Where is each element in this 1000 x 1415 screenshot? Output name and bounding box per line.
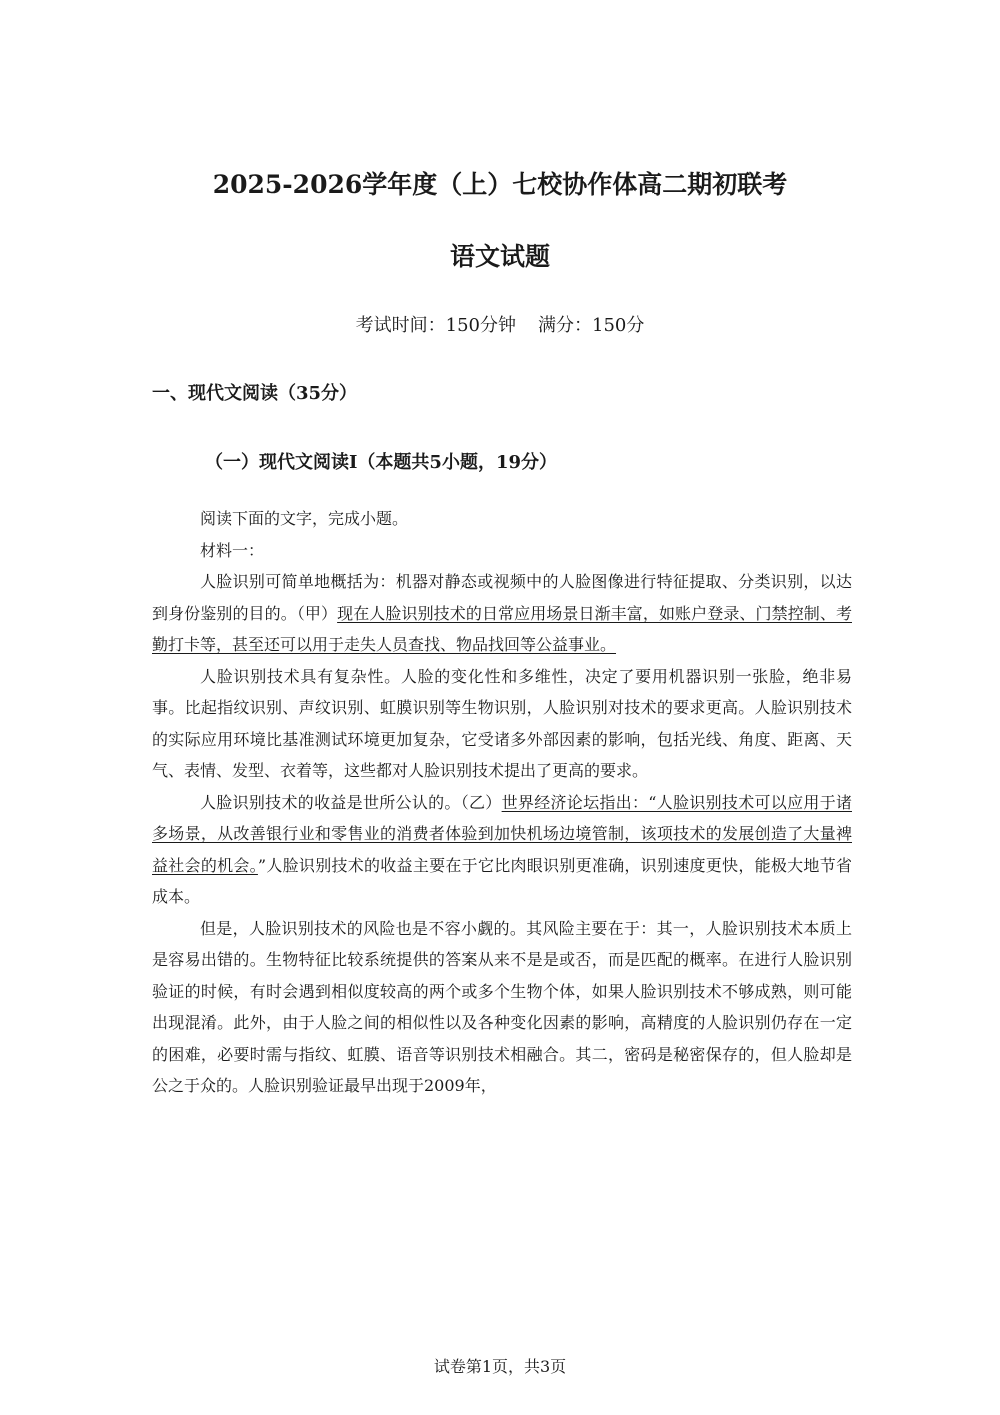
- full-score: 满分：150分: [538, 315, 645, 336]
- underlined-sentence-a: 现在人脸识别技术的日常应用场景日渐丰富，如账户登录、门禁控制、考勤打卡等，甚至还可以用于走失人员查找、物品找回等公益事业。: [152, 603, 852, 654]
- paragraph-3-intro: 人脸识别技术的收益是世所公认的。（乙）: [200, 792, 502, 812]
- paragraph-3: [152, 787, 852, 913]
- material-label: 材料一：: [200, 540, 265, 560]
- paragraph-2: 人脸识别技术具有复杂性。人脸的变化性和多维性，决定了要用机器识别一张脸，绝非易事。比起指纹识别、声纹识别、虹膜识别等生物识别，人脸识别对技术的要求更高。人脸识别技术的实际应用环境比基准测试环境更加复杂，它受诸多外部因素的影响，包括光线、角度、距离、天气、表情、发型、衣着等，这些都对人脸识别技术提出了更高的要求。: [152, 666, 852, 780]
- paragraph-1: [152, 566, 852, 661]
- passage: [152, 503, 852, 1102]
- sub1-heading: （一）现代文阅读Ⅰ（本题共5小题，19分）: [205, 452, 557, 473]
- paragraph-1-intro: 人脸识别可简单地概括为：机器对静态或视频中的人脸图像进行特征提取、分类识别，以达到身份鉴别的目的。（甲）: [152, 572, 852, 623]
- page-footer: 试卷第1页，共3页: [433, 1357, 567, 1376]
- exam-title: 2025-2026学年度（上）七校协作体高二期初联考: [212, 170, 788, 199]
- part1-heading: 一、现代文阅读（35分）: [152, 383, 358, 404]
- paragraph-3-rest: ”人脸识别技术的收益主要在于它比肉眼识别更准确，识别速度更快，能极大地节省成本。: [152, 855, 852, 906]
- exam-meta: [0, 313, 1000, 339]
- exam-time: 考试时间：150分钟: [355, 315, 516, 336]
- paragraph-4: 但是，人脸识别技术的风险也是不容小觑的。其风险主要在于：其一，人脸识别技术本质上是容易出错的。生物特征比较系统提供的答案从来不是是或否，而是匹配的概率。在进行人脸识别验证的时候，有时会遇到相似度较高的两个或多个生物个体，如果人脸识别技术不够成熟，则可能出现混淆。此外，由于人脸之间的相似性以及各种变化因素的影响，高精度的人脸识别仍存在一定的困难，必要时需与指纹、虹膜、语音等识别技术相融合。其二，密码是秘密保存的，但人脸却是公之于众的。人脸识别验证最早出现于2009年，: [152, 918, 852, 1095]
- instruction: 阅读下面的文字，完成小题。: [200, 509, 409, 528]
- subject-title: 语文试题: [449, 242, 550, 271]
- underlined-sentence-b: 世界经济论坛指出：“人脸识别技术可以应用于诸多场景，从改善银行业和零售业的消费者体验到加快机场边境管制，该项技术的发展创造了大量裨益社会的机会。: [152, 792, 852, 875]
